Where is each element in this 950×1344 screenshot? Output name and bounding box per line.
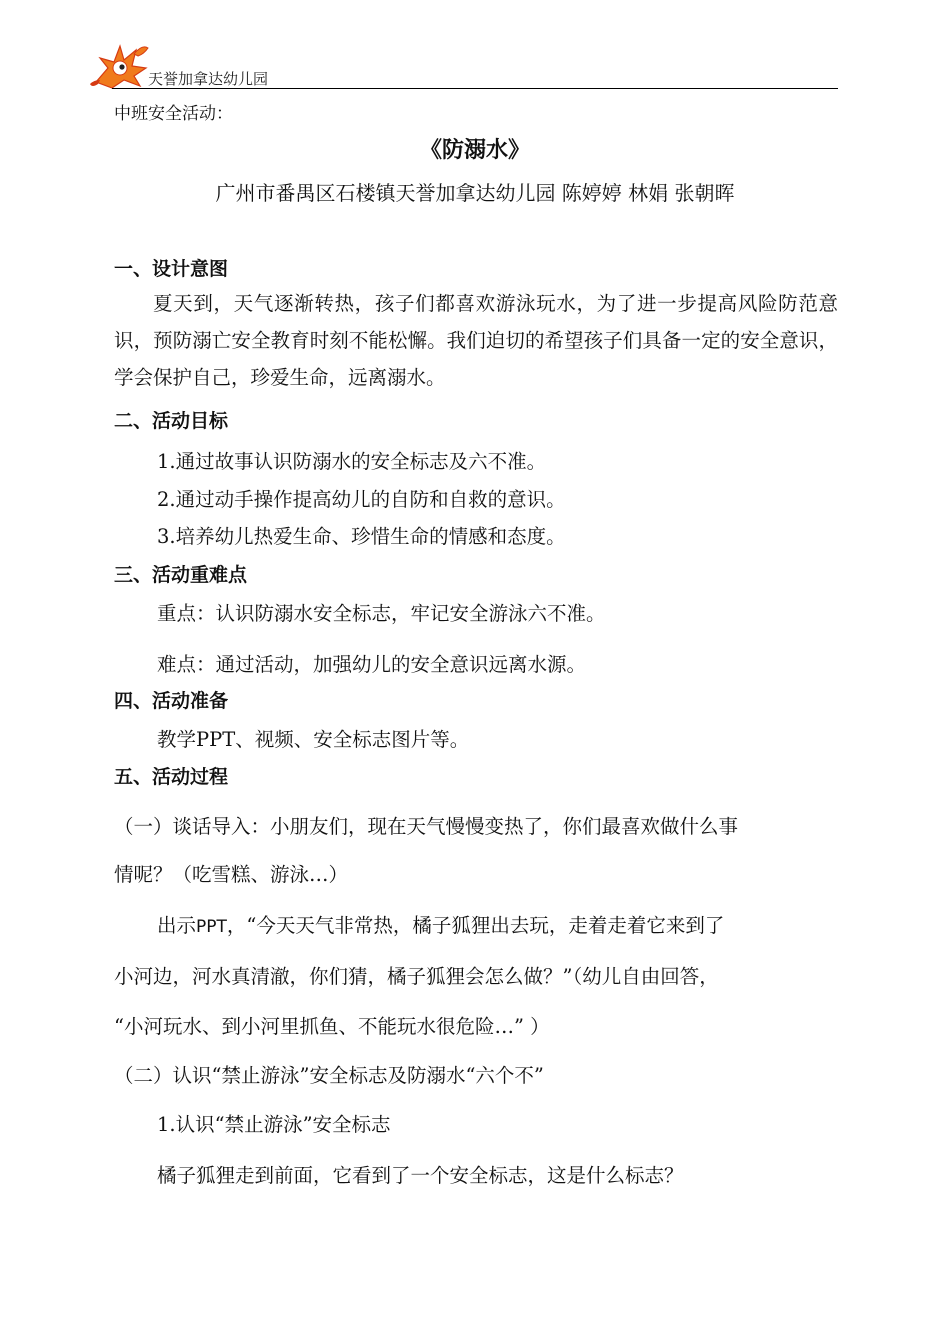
process-step-intro-cont: 情呢？（吃雪糕、游泳…） [114, 863, 349, 886]
key-point: 重点：认识防溺水安全标志，牢记安全游泳六不准。 [157, 602, 606, 625]
document-title: 《防溺水》 [419, 138, 530, 163]
process-step-signs: （二）认识“禁止游泳”安全标志及防溺水“六个不” [114, 1064, 544, 1087]
section-heading-goals: 二、活动目标 [114, 410, 229, 432]
design-intent-paragraph: 夏天到，天气逐渐转热，孩子们都喜欢游泳玩水，为了进一步提高风险防范意识，预防溺亡安全教育时刻不能松懈。我们迫切的希望孩子们具备一定的安全意识，学会保护自己，珍爱生命，远离溺水。 [114, 292, 838, 389]
header-divider [112, 88, 838, 89]
ppt-line-text: ，“今天天气非常热，橘子狐狸出去玩，走着走着它来到了 [226, 914, 725, 937]
section-heading-preparation: 四、活动准备 [114, 690, 229, 712]
section-heading-key-points: 三、活动重难点 [114, 564, 248, 586]
section-heading-process: 五、活动过程 [114, 766, 229, 788]
difficulty-point: 难点：通过活动，加强幼儿的安全意识远离水源。 [157, 653, 587, 676]
goal-item: 3.培养幼儿热爱生命、珍惜生命的情感和态度。 [157, 525, 566, 548]
page-header [90, 38, 838, 90]
ppt-prefix: 出示 [157, 914, 197, 937]
activity-category: 中班安全活动： [114, 104, 233, 124]
ppt-story-line-2: 小河边，河水真清澈，你们猜，橘子狐狸会怎么做？”（幼儿自由回答， [114, 965, 719, 988]
process-substep-text: 橘子狐狸走到前面，它看到了一个安全标志，这是什么标志？ [157, 1164, 684, 1187]
section-heading-design-intent: 一、设计意图 [114, 258, 229, 280]
preparation-text: 教学PPT、视频、安全标志图片等。 [157, 728, 470, 751]
fox-mascot-logo [90, 38, 152, 90]
ppt-word: PPT [196, 917, 227, 937]
ppt-story-line [157, 910, 724, 938]
org-name: 天誉加拿达幼儿园 [148, 70, 269, 88]
goal-item: 1.通过故事认识防溺水的安全标志及六不准。 [157, 450, 547, 473]
process-substep: 1.认识“禁止游泳”安全标志 [157, 1113, 391, 1136]
ppt-story-line-3: “小河玩水、到小河里抓鱼、不能玩水很危险…” ） [114, 1015, 550, 1038]
goal-item: 2.通过动手操作提高幼儿的自防和自救的意识。 [157, 488, 566, 511]
document-authors: 广州市番禺区石楼镇天誉加拿达幼儿园 陈婷婷 林娟 张朝晖 [215, 181, 735, 205]
process-step-intro: （一）谈话导入：小朋友们，现在天气慢慢变热了，你们最喜欢做什么事 [114, 815, 739, 838]
